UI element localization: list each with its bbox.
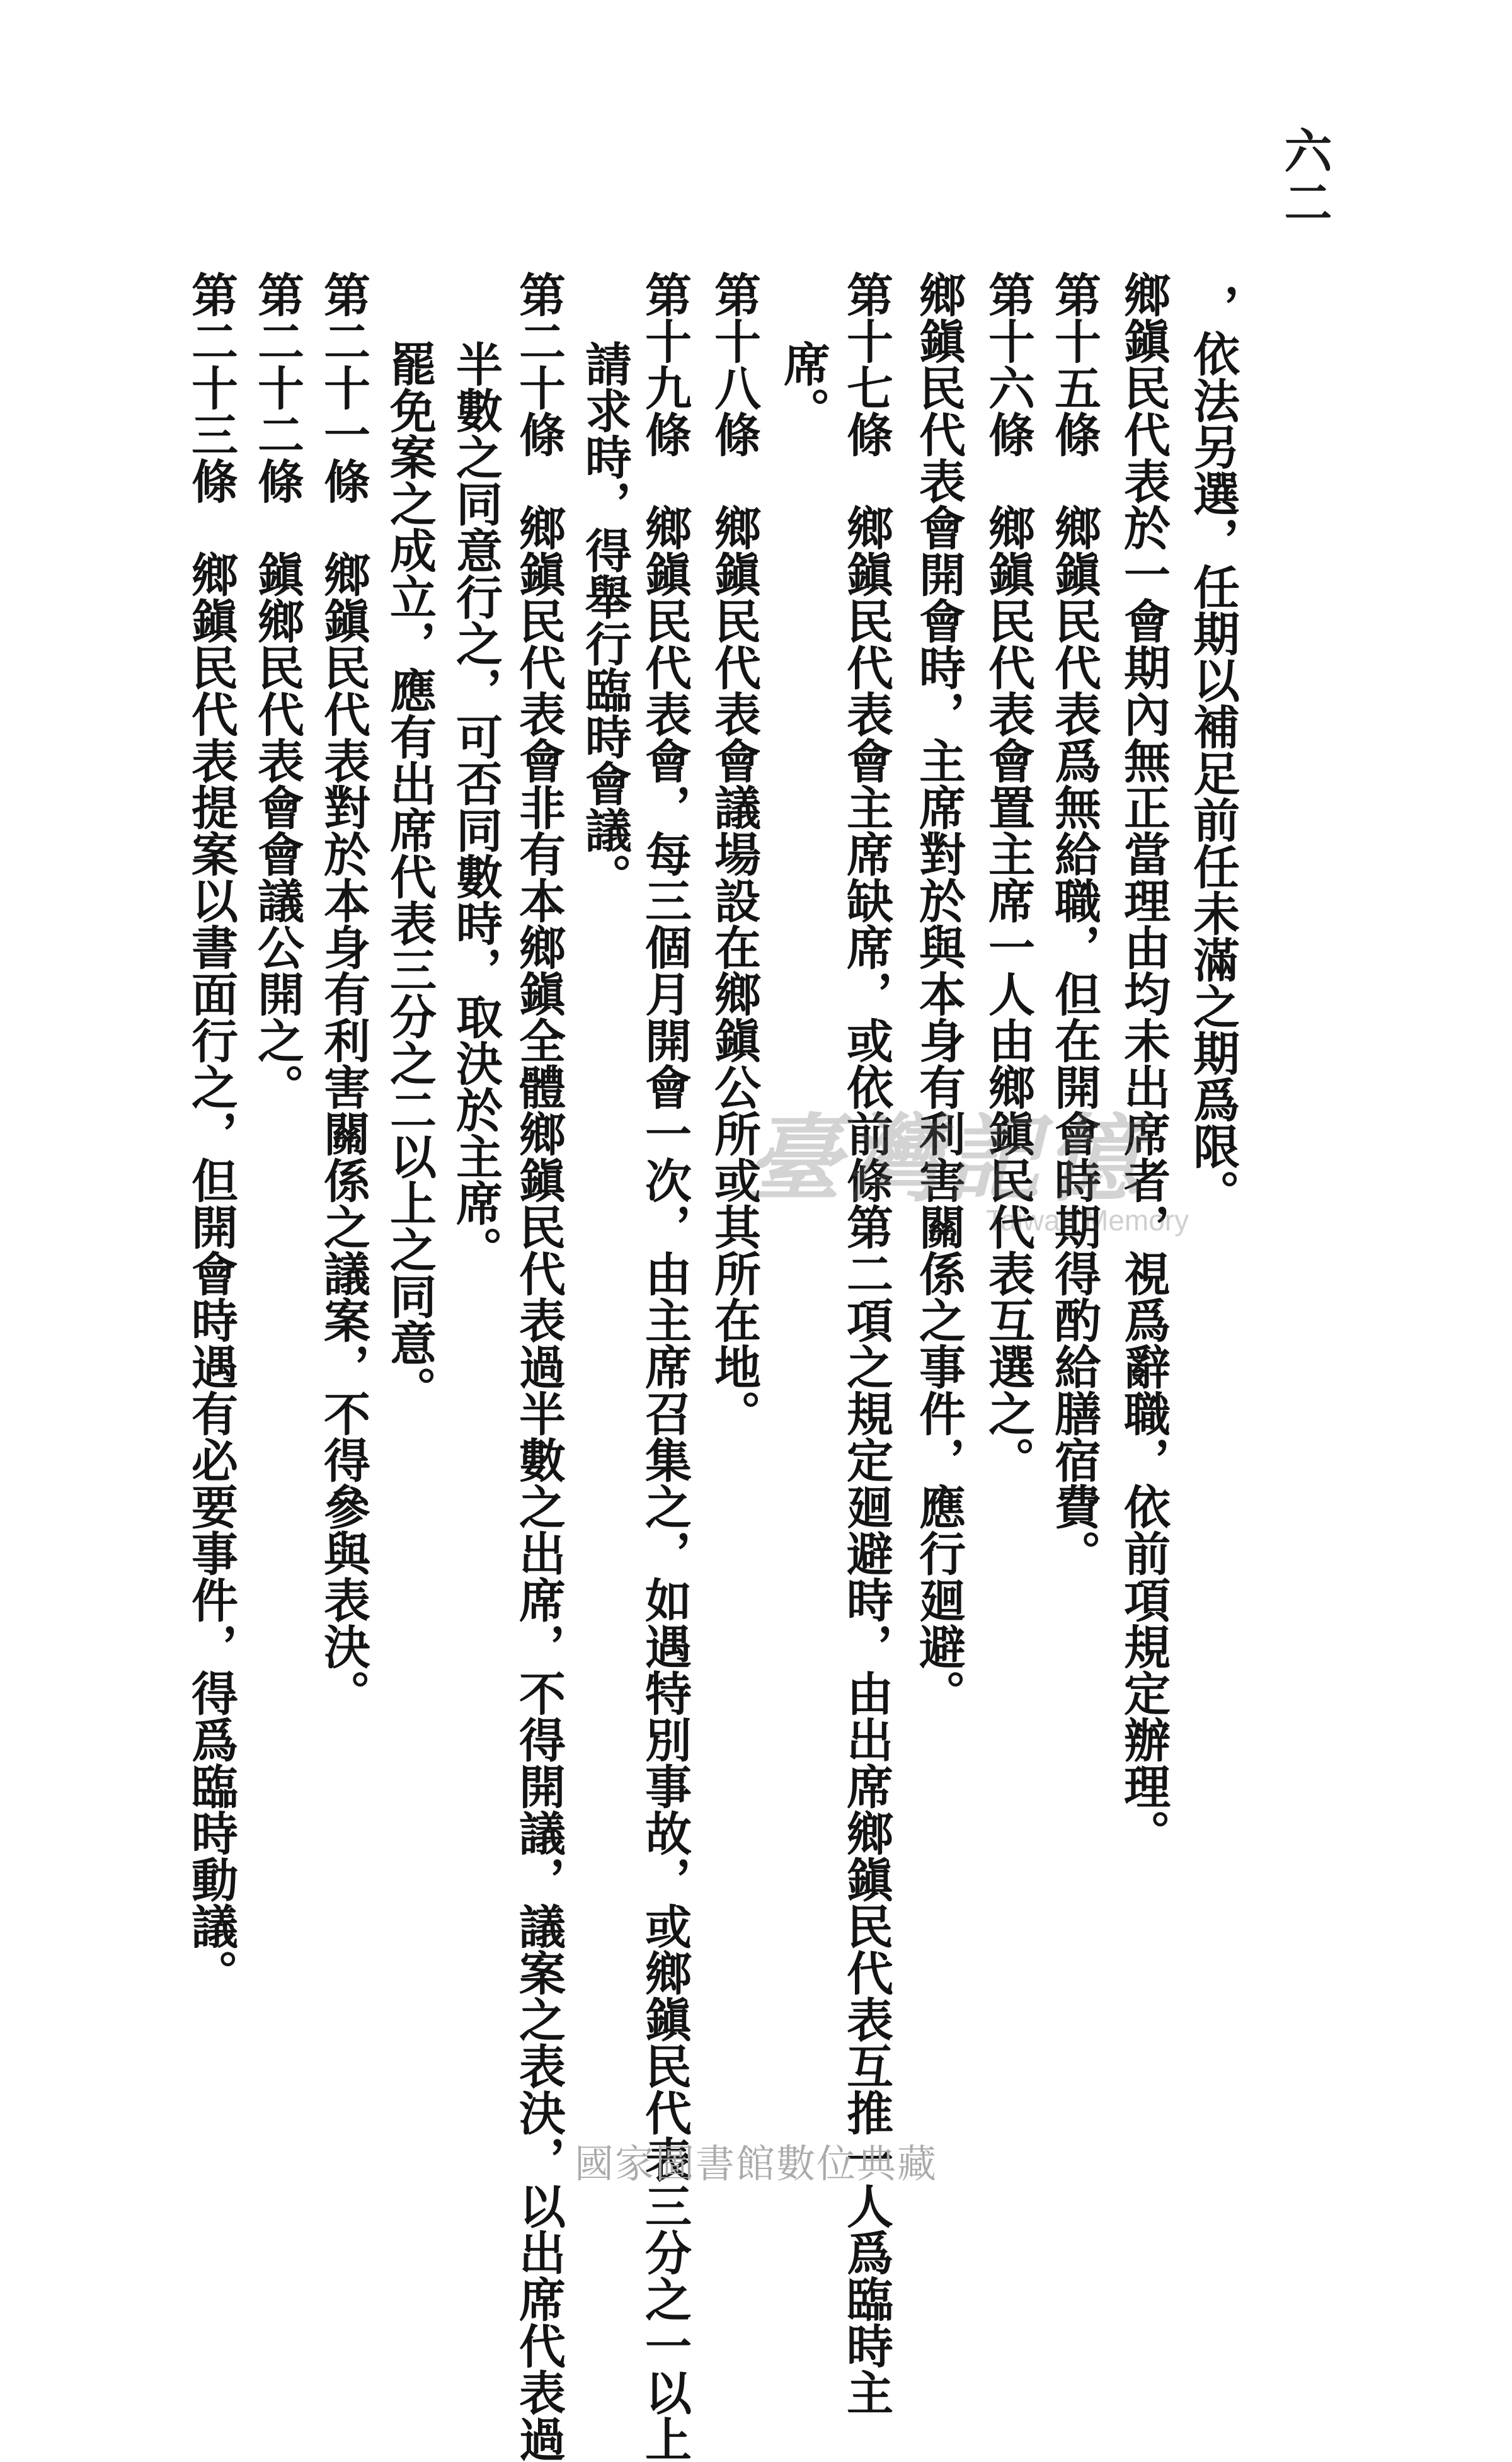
text-column-12: 半數之同意行之，可否同數時，取決於主席。 <box>449 340 503 1273</box>
text-column-4: 第十六條 鄉鎭民代表會置主席一人由鄉鎭民代表互選之。 <box>981 271 1035 1483</box>
text-column-10: 請求時，得舉行臨時會議。 <box>578 340 632 900</box>
text-column-8: 第十八條 鄉鎭民代表會議場設在鄉鎭公所或其所在地。 <box>707 271 761 1436</box>
watermark-chinese-text: 臺灣記憶 <box>747 1104 1145 1215</box>
text-column-5: 鄉鎭民代表會開會時，主席對於與本身有利害關係之事件，應行廻避。 <box>912 271 966 1716</box>
text-column-1: ，依法另選，任期以補足前任未滿之期爲限。 <box>1186 283 1240 1216</box>
watermark-logo <box>747 1104 1225 1247</box>
text-column-16: 第二十三條 鄉鎭民代表提案以書面行之，但開會時遇有必要事件，得爲臨時動議。 <box>184 271 238 1996</box>
text-column-2: 鄉鎭民代表於一會期內無正當理由均未出席者，視爲辭職，依前項規定辦理。 <box>1116 271 1171 1856</box>
text-column-9: 第十九條 鄉鎭民代表會，每三個月開會一次，由主席召集之，如遇特別事故，或鄉鎭民代表三分之一以上 <box>638 271 692 2462</box>
text-column-14: 第二十一條 鄉鎭民代表對於本身有利害關係之議案，不得參與表決。 <box>316 271 370 1716</box>
page-number: 六二 <box>1276 126 1332 229</box>
text-column-7: 席。 <box>776 340 830 433</box>
watermark-english-text: Taiwan Memory <box>986 1204 1189 1237</box>
text-column-6: 第十七條 鄉鎭民代表會主席缺席，或依前條第二項之規定廻避時，由出席鄉鎭民代表互推一人爲臨時主 <box>839 271 893 2415</box>
text-column-13: 罷免案之成立，應有出席代表三分之二以上之同意。 <box>382 340 437 1412</box>
footer-credit: 國家圖書館數位典藏 <box>574 2141 937 2187</box>
text-column-15: 第二十二條 鎭鄉民代表會會議公開之。 <box>250 271 304 1110</box>
text-column-11: 第二十條 鄉鎭民代表會非有本鄉鎭全體鄉鎭民代表過半數之出席，不得開議，議案之表決，以出席代表過 <box>512 271 566 2462</box>
text-column-3: 第十五條 鄉鎭民代表爲無給職，但在開會時期得酌給膳宿費。 <box>1047 271 1101 1576</box>
